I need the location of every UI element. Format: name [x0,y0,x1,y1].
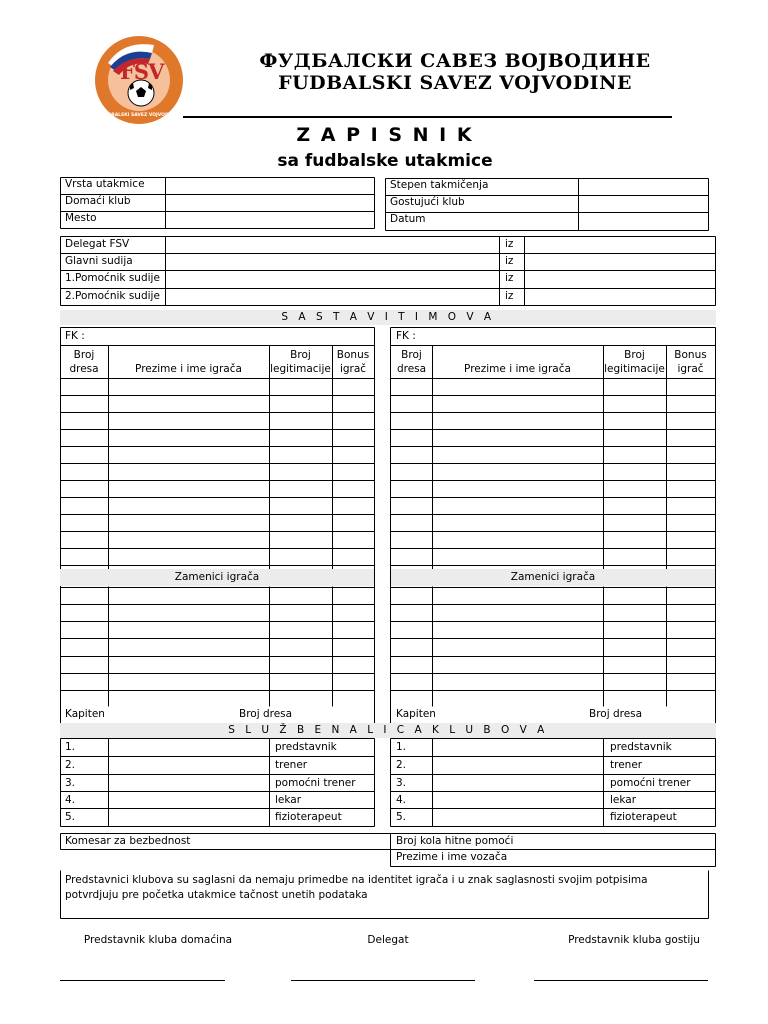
away-col-license-l1: Broj [624,349,645,361]
home-fk-label: FK : [65,330,85,342]
label-ambulance-number: Broj kola hitne pomoći [396,835,514,847]
label-driver-name: Prezime i ime vozača [396,851,508,863]
away-official-role-1: predstavnik [610,741,672,753]
label-date: Datum [390,213,426,225]
home-substitutes-label: Zamenici igrača [174,571,260,583]
document-subtitle: sa fudbalske utakmice [277,151,493,171]
away-club-field[interactable] [578,196,708,212]
label-from-1: iz [505,238,514,250]
home-col-name: Prezime i ime igrača [135,363,242,375]
signature-away-label: Predstavnik kluba gostiju [568,934,700,946]
home-col-license-l1: Broj [290,349,311,361]
home-club-field[interactable] [165,195,374,211]
home-official-num-5: 5. [65,811,76,823]
home-official-role-2: trener [275,759,308,771]
label-from-2: iz [505,255,514,267]
home-official-num-2: 2. [65,759,76,771]
label-from-3: iz [505,272,514,284]
label-place: Mesto [65,212,97,224]
signature-away-line[interactable] [534,980,708,981]
away-official-role-4: lekar [610,794,637,806]
away-col-name: Prezime i ime igrača [464,363,571,375]
away-captain-label: Kapiten [396,708,436,720]
label-away-club: Gostujući klub [390,196,465,208]
home-col-jersey-l2: dresa [69,363,99,375]
match-type-field[interactable] [165,178,374,194]
home-col-bonus-l2: igrač [339,363,367,375]
home-official-num-1: 1. [65,741,76,753]
signature-delegate-label: Delegat [367,934,409,946]
document-title: Z A P I S N I K [296,124,474,146]
place-field[interactable] [165,212,374,228]
away-official-role-3: pomoćni trener [610,777,691,789]
assistant-2-field[interactable] [165,289,499,305]
label-delegate: Delegat FSV [65,238,130,250]
home-col-license-l2: legitimacije [270,363,331,375]
home-captain-label: Kapiten [65,708,105,720]
federation-title-latin: FUDBALSKI SAVEZ VOJVODINE [278,72,632,94]
label-assistant-1: 1.Pomoćnik sudije [65,272,160,284]
away-club-name-field[interactable] [423,329,715,345]
away-fk-label: FK : [396,330,416,342]
away-official-num-2: 2. [396,759,407,771]
delegate-field[interactable] [165,237,499,253]
label-security-commissioner: Komesar za bezbednost [65,835,191,847]
competition-level-field[interactable] [578,179,708,195]
away-col-bonus-l2: igrač [677,363,704,375]
away-captain-jersey-label: Broj dresa [589,708,643,720]
home-official-num-3: 3. [65,777,76,789]
home-official-role-1: predstavnik [275,741,337,753]
away-official-num-3: 3. [396,777,407,789]
label-match-type: Vrsta utakmice [65,178,145,190]
date-field[interactable] [578,213,708,229]
logo-ring-text: FUDBALSKI SAVEZ VOJVODINE [100,113,178,118]
home-col-jersey-l1: Broj [73,349,95,361]
federation-title-cyrillic: ФУДБАЛСКИ САВЕЗ ВОЈВОДИНЕ [259,50,651,72]
label-home-club: Domaći klub [65,195,131,207]
home-official-role-4: lekar [275,794,302,806]
assistant-1-field[interactable] [165,271,499,287]
away-official-num-4: 4. [396,794,407,806]
signature-home-line[interactable] [60,980,225,981]
home-club-name-field[interactable] [92,329,374,345]
away-official-num-1: 1. [396,741,407,753]
home-official-role-3: pomoćni trener [275,777,356,789]
signature-delegate-line[interactable] [291,980,475,981]
away-official-num-5: 5. [396,811,407,823]
label-assistant-2: 2.Pomoćnik sudije [65,290,160,302]
away-official-role-2: trener [610,759,643,771]
section-club-officials: S L U Ž B E N A L I C A K L U B O V A [60,723,716,738]
label-referee: Glavni sudija [65,255,133,267]
away-col-jersey-l1: Broj [401,349,422,361]
away-substitutes-label: Zamenici igrača [510,571,596,583]
signature-home-label: Predstavnik kluba domaćina [83,934,233,946]
home-captain-jersey-label: Broj dresa [239,708,293,720]
statement-line-2: potvrdjuju pre početka utakmice tačnost unetih podataka [65,889,368,901]
label-from-4: iz [505,290,514,302]
home-col-bonus-l1: Bonus [336,349,370,361]
label-competition-level: Stepen takmičenja [390,179,489,191]
home-official-role-5: fizioterapeut [275,811,342,823]
away-col-bonus-l1: Bonus [674,349,707,361]
referee-field[interactable] [165,254,499,270]
away-official-role-5: fizioterapeut [610,811,677,823]
away-col-jersey-l2: dresa [396,363,427,375]
logo-letters: FSV [120,59,164,84]
home-official-num-4: 4. [65,794,76,806]
away-col-license-l2: legitimacije [604,363,665,375]
section-team-lineups: S A S T A V I T I M O V A [60,310,716,325]
statement-line-1: Predstavnici klubova su saglasni da nemaju primedbe na identitet igrača i u znak saglasnosti svojim potpisima [65,874,648,886]
